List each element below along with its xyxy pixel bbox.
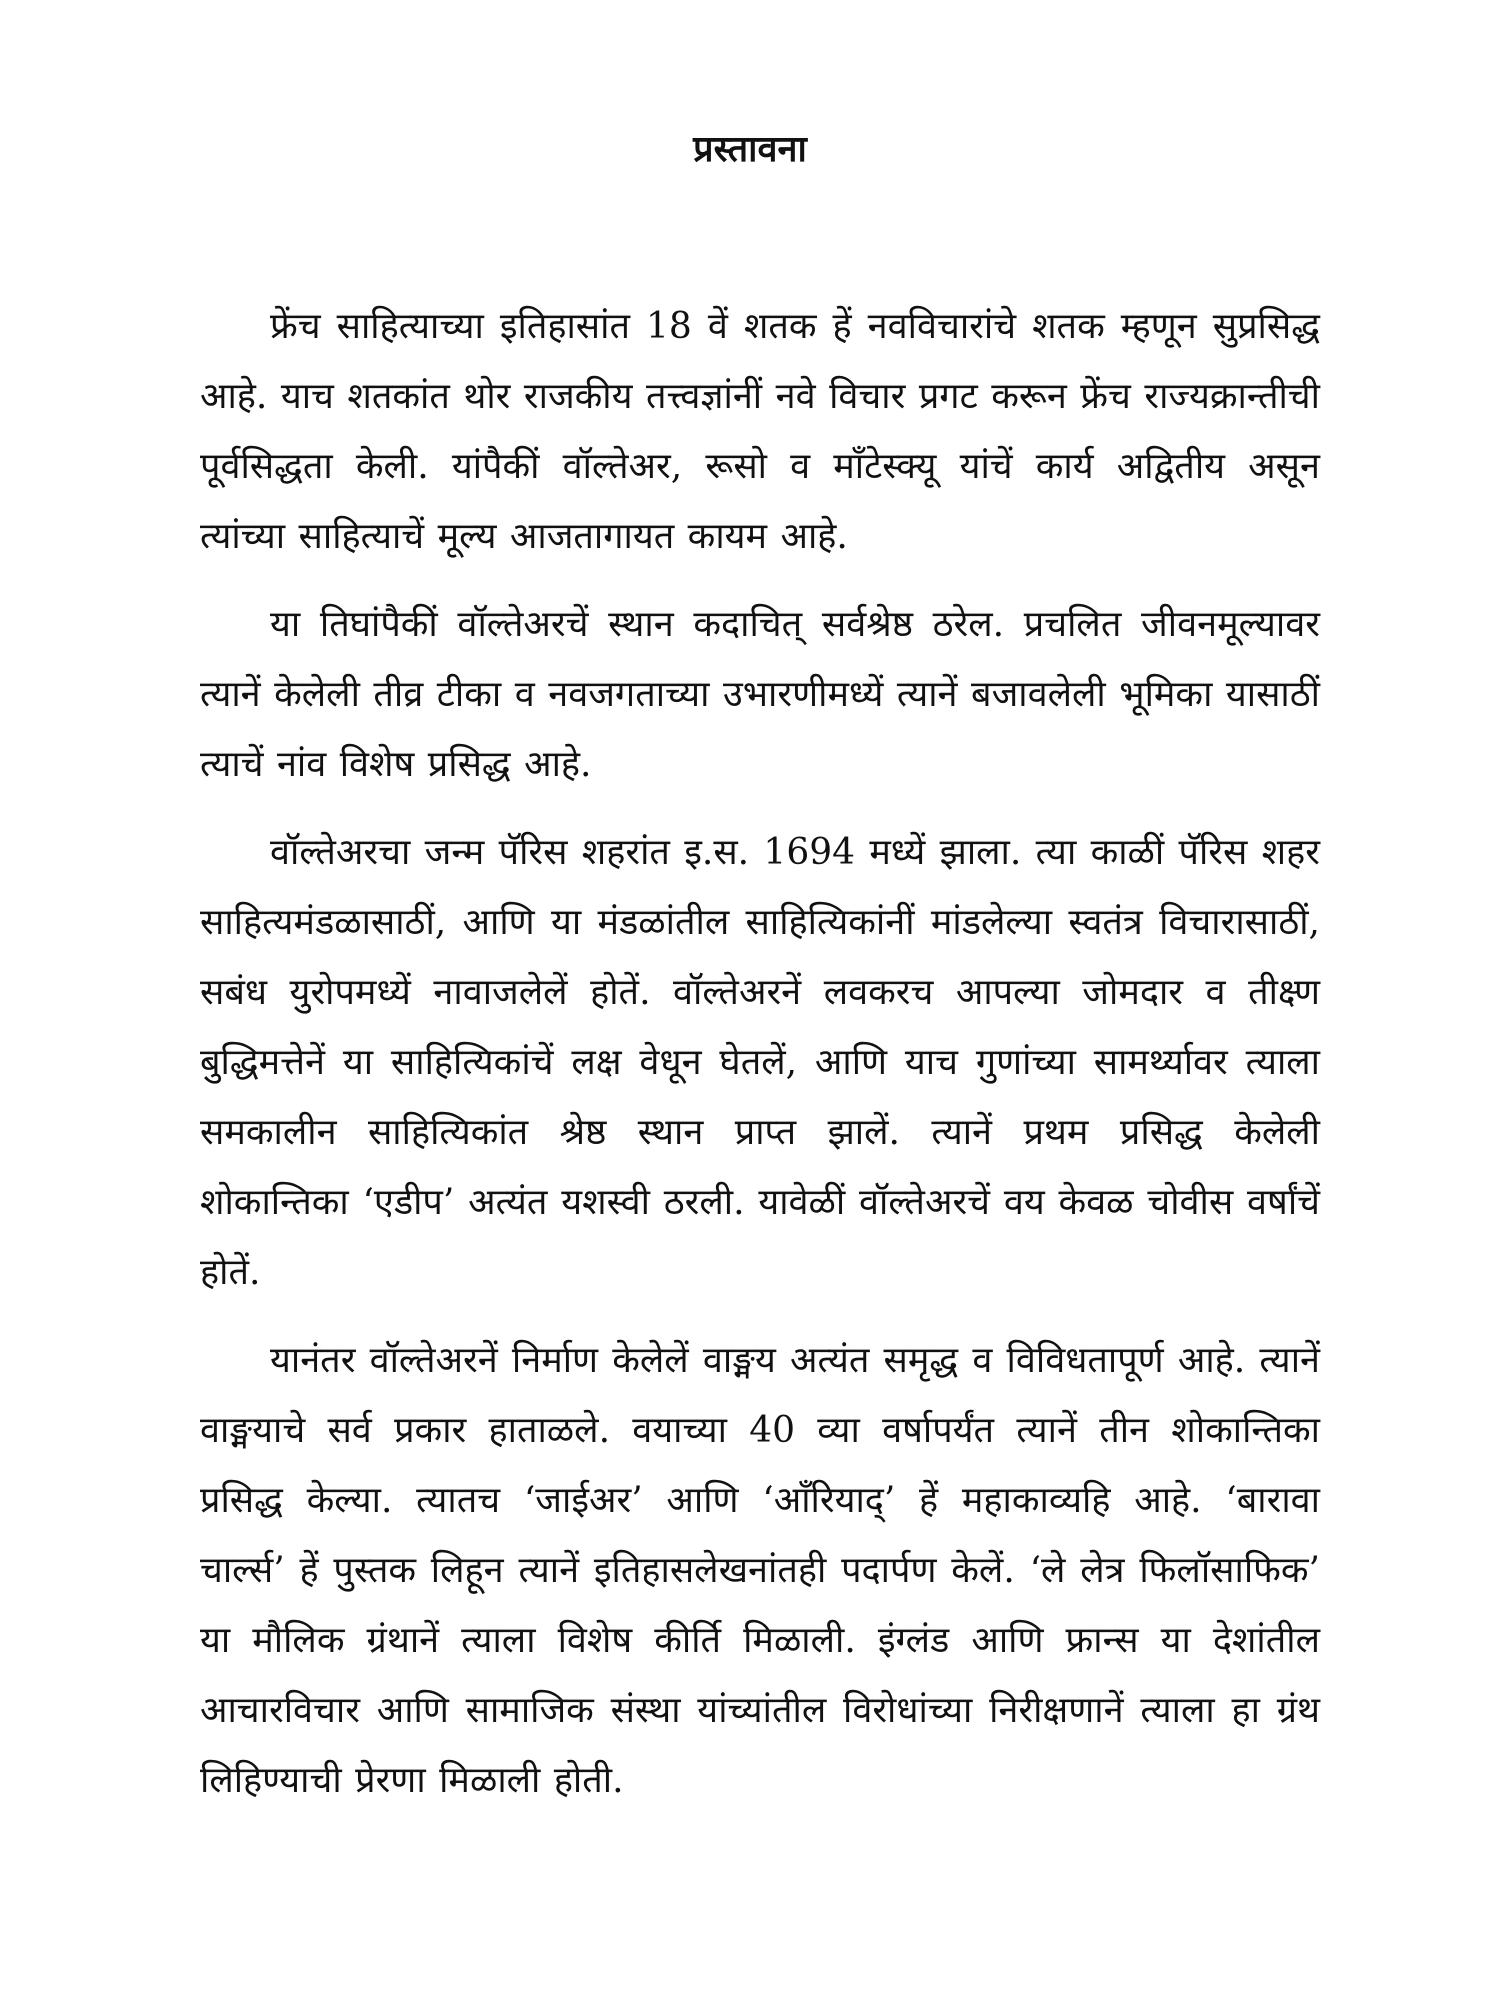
paragraph-2: या तिघांपैकीं वॉल्तेअरचें स्थान कदाचित् सर्वश्रेष्ठ ठरेल. प्रचलित जीवनमूल्यावर त्यानें केलेली तीव्र टीका व नवजगताच्या उभारणीमध्यें त्यानें बजावलेली भूमिका यासाठीं त्याचें नांव विशेष प्रसिद्ध आहे.: [200, 604, 1320, 785]
paragraph-1: फ्रेंच साहित्याच्या इतिहासांत 18 वें शतक हें नवविचारांचे शतक म्हणून सुप्रसिद्ध आहे. याच शतकांत थोर राजकीय तत्त्वज्ञांनीं नवे विचार प्रगट करून फ्रेंच राज्यक्रान्तीची पूर्वसिद्धता केली. यांपैकीं वॉल्तेअर, रूसो व मॉंटेस्क्यू यांचें कार्य अद्वितीय असून त्यांच्या साहित्याचें मूल्य आजतागायत कायम आहे.: [200, 306, 1320, 557]
paragraph-3: वॉल्तेअरचा जन्म पॅरिस शहरांत इ.स. 1694 मध्यें झाला. त्या काळीं पॅरिस शहर साहित्यमंडळासाठीं, आणि या मंडळांतील साहित्यिकांनीं मांडलेल्या स्वतंत्र विचारासाठीं, सबंध युरोपमध्यें नावाजलेलें होतें. वॉल्तेअरनें लवकरच आपल्या जोमदार व तीक्ष्ण बुद्धिमत्तेनें या साहित्यिकांचें लक्ष वेधून घेतलें, आणि याच गुणांच्या सामर्थ्यावर त्याला समकालीन साहित्यिकांत श्रेष्ठ स्थान प्राप्त झालें. त्यानें प्रथम प्रसिद्ध केलेली शोकान्तिका ‘एडीप’ अत्यंत यशस्वी ठरली. यावेळीं वॉल्तेअरचें वय केवळ चोवीस वर्षांचें होतें.: [200, 832, 1320, 1293]
body-text: [200, 292, 1320, 1834]
paragraph-4: यानंतर वॉल्तेअरनें निर्माण केलेलें वाङ्मय अत्यंत समृद्ध व विविधतापूर्ण आहे. त्यानें वाङ्मयाचे सर्व प्रकार हाताळले. वयाच्या 40 व्या वर्षापर्यंत त्यानें तीन शोकान्तिका प्रसिद्ध केल्या. त्यातच ‘जाईअर’ आणि ‘ऑंरियाद्’ हें महाकाव्यहि आहे. ‘बारावा चार्ल्स’ हें पुस्तक लिहून त्यानें इतिहासलेखनांतही पदार्पण केलें. ‘ले लेत्र फिलॉसाफिक’ या मौलिक ग्रंथानें त्याला विशेष कीर्ति मिळाली. इंग्लंड आणि फ्रान्स या देशांतील आचारविचार आणि सामाजिक संस्था यांच्यांतील विरोधांच्या निरीक्षणानें त्याला हा ग्रंथ लिहिण्याची प्रेरणा मिळाली होती.: [200, 1340, 1320, 1801]
page-title: प्रस्तावना: [693, 128, 807, 170]
